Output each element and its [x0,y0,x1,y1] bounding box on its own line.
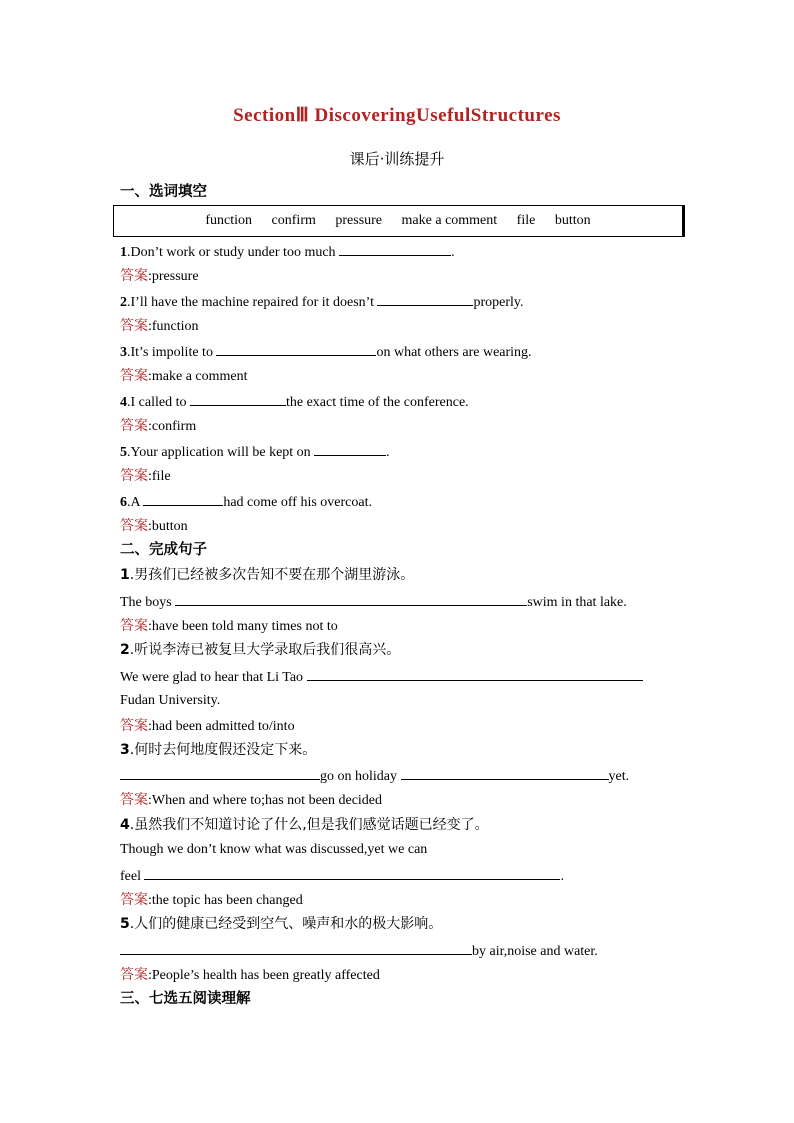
answer-blank[interactable] [175,592,527,606]
question-text: .It’s impolite to [127,345,217,360]
answer-line [120,517,188,536]
question-text: .I called to [127,395,190,410]
answer-text: :button [148,519,188,534]
question-number: 5 [120,916,130,932]
word-bank-box [113,205,683,237]
answer-label: 答案 [120,892,148,908]
question-text: . [560,869,564,884]
question-number: 1 [120,567,130,583]
word-bank-item: function [205,213,253,228]
question-english [120,766,629,786]
word-bank [114,213,682,229]
question-number: 3 [120,345,127,360]
question-text: .I’ll have the machine repaired for it doesn’t [127,295,378,310]
question [120,242,455,262]
answer-label: 答案 [120,318,148,334]
answer-label: 答案 [120,468,148,484]
section-heading-2: 二、完成句子 [120,542,207,558]
answer-blank[interactable] [143,492,223,506]
question-number: 2 [120,295,127,310]
question-text: properly. [473,295,524,310]
question-chinese [120,641,400,659]
question-text: .何时去何地度假还没定下来。 [129,742,317,758]
question-number: 6 [120,495,127,510]
answer-text: :confirm [148,419,197,434]
question-chinese [120,816,489,834]
answer-blank[interactable] [190,392,286,406]
answer-label: 答案 [120,418,148,434]
answer-text: :the topic has been changed [148,893,303,908]
answer-text: :have been told many times not to [148,619,338,634]
question [120,292,524,312]
question-number: 5 [120,445,127,460]
question-text: feel [120,869,145,884]
question-text: The boys [120,595,176,610]
answer-text: :People’s health has been greatly affected [148,968,380,983]
answer-text: :make a comment [148,369,248,384]
answer-text: :had been admitted to/into [148,719,295,734]
answer-label: 答案 [120,718,148,734]
question-chinese [120,566,414,584]
answer-label: 答案 [120,792,148,808]
question-text: We were glad to hear that Li Tao [120,670,307,685]
answer-line [120,717,295,736]
answer-line [120,467,171,486]
question [120,442,390,462]
answer-blank[interactable] [216,342,376,356]
answer-blank[interactable] [339,242,451,256]
question-text: Fudan University. [120,693,221,708]
answer-blank[interactable] [120,766,320,780]
question-text: . [386,445,390,460]
question-text: the exact time of the conference. [285,395,469,410]
answer-label: 答案 [120,518,148,534]
question-text: .Your application will be kept on [127,445,315,460]
question-text: .虽然我们不知道讨论了什么,但是我们感觉话题已经变了。 [129,817,489,833]
answer-line [120,417,196,436]
answer-blank[interactable] [401,766,609,780]
answer-blank[interactable] [377,292,473,306]
word-bank-item: file [516,213,536,228]
page-subtitle: 课后·训练提升 [349,150,445,168]
question-english [120,866,564,886]
question-chinese [120,741,316,759]
question-number: 1 [120,245,127,260]
question-number: 4 [120,817,130,833]
word-bank-item: make a comment [401,213,498,228]
answer-line [120,367,248,386]
answer-line [120,317,199,336]
question-text: . [451,245,455,260]
section-heading-3: 三、七选五阅读理解 [120,991,251,1007]
question-english [120,667,643,687]
section-heading-1: 一、选词填空 [120,184,207,200]
answer-line [120,617,338,636]
answer-label: 答案 [120,368,148,384]
answer-text: :When and where to;has not been decided [148,793,383,808]
answer-blank[interactable] [120,941,472,955]
word-bank-item: confirm [271,213,316,228]
answer-blank[interactable] [144,866,560,880]
question-chinese [120,915,442,933]
answer-line [120,891,303,910]
answer-label: 答案 [120,967,148,983]
question-text: had come off his overcoat. [223,495,372,510]
page-title: SectionⅢ DiscoveringUsefulStructures [233,105,561,126]
answer-blank[interactable] [307,667,643,681]
word-bank-item: button [554,213,591,228]
answer-blank[interactable] [314,442,386,456]
question [120,392,469,412]
question-number: 4 [120,395,127,410]
question-text: go on holiday [320,769,401,784]
question-text: .男孩们已经被多次告知不要在那个湖里游泳。 [129,567,415,583]
question-text: on what others are wearing. [376,345,532,360]
question-english [120,841,427,859]
question-english [120,592,627,612]
question-text: by air,noise and water. [472,944,598,959]
question-text: .A [127,495,144,510]
question-text: Though we don’t know what was discussed,yet we can [120,842,428,857]
question-text: yet. [608,769,630,784]
answer-line [120,791,382,810]
answer-text: :pressure [148,269,199,284]
answer-label: 答案 [120,618,148,634]
question-text: .听说李涛已被复旦大学录取后我们很高兴。 [129,642,401,658]
question-number: 2 [120,642,130,658]
answer-text: :function [148,319,199,334]
question-number: 3 [120,742,130,758]
question-english [120,692,220,710]
question-text: .Don’t work or study under too much [127,245,340,260]
answer-line [120,267,199,286]
question-english [120,941,598,961]
word-bank-item: pressure [335,213,383,228]
answer-text: :file [148,469,171,484]
answer-line [120,966,380,985]
answer-label: 答案 [120,268,148,284]
question [120,492,372,512]
question [120,342,532,362]
question-text: swim in that lake. [527,595,627,610]
question-text: .人们的健康已经受到空气、噪声和水的极大影响。 [129,916,443,932]
